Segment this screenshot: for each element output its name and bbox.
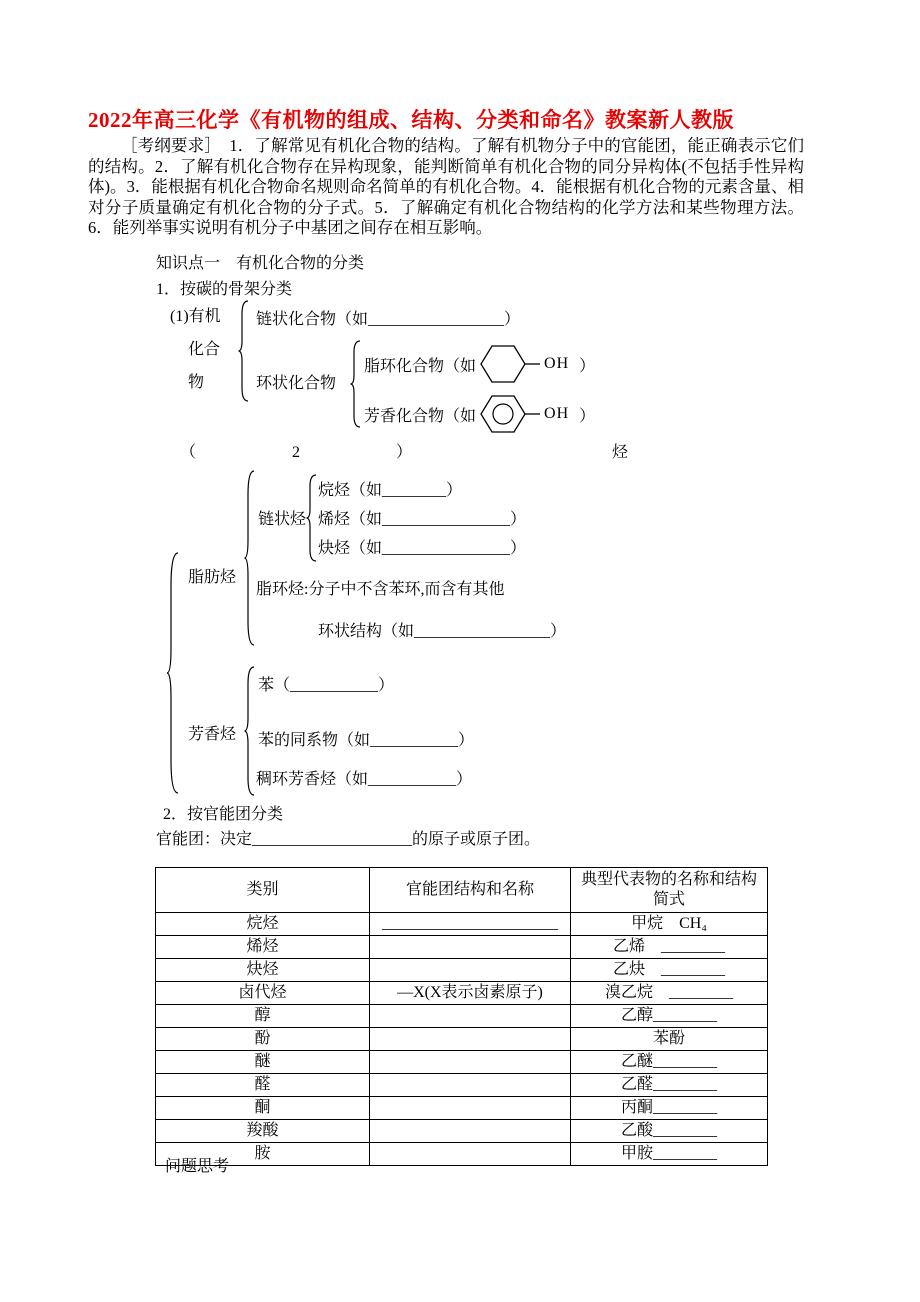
- fused-ring-aromatic-branch: 稠环芳香烃（如___________）: [256, 771, 473, 788]
- table-row: [156, 1028, 768, 1051]
- alicyclic-hydrocarbon-line2: 环状结构（如_________________）: [318, 623, 567, 640]
- chain-compound-branch: 链状化合物（如_________________）: [256, 311, 521, 328]
- cell-category: 卤代烃: [156, 982, 370, 1005]
- brace-aromatic: [244, 666, 256, 796]
- cell-example: 乙醛________: [571, 1074, 768, 1097]
- cell-category: 烷烃: [156, 913, 370, 936]
- cell-example: 乙酸________: [571, 1120, 768, 1143]
- chain-hydrocarbon-label: 链状烃: [258, 511, 307, 528]
- table-row: [156, 1074, 768, 1097]
- aromatic-compound-branch: [364, 394, 595, 434]
- cell-category: 醛: [156, 1074, 370, 1097]
- close-paren: ）: [579, 407, 596, 425]
- table-row: [156, 1051, 768, 1074]
- cell-example: 乙醚________: [571, 1051, 768, 1074]
- cell-example: 乙烯 ________: [571, 936, 768, 959]
- alkane-branch: 烷烃（如________）: [318, 482, 463, 499]
- hydroxyl-label: OH: [544, 405, 570, 422]
- hydrocarbon-label: 烃: [612, 444, 629, 461]
- cell-category: 酚: [156, 1028, 370, 1051]
- cell-group: —X(X表示卤素原子): [370, 982, 571, 1005]
- close-paren: ）: [579, 357, 596, 375]
- organic-root-line2: 化合: [188, 341, 221, 358]
- alicyclic-compound-branch: [364, 344, 595, 384]
- cell-example: 乙醇________: [571, 1005, 768, 1028]
- cell-category: 炔烃: [156, 959, 370, 982]
- cell-group: [370, 1028, 571, 1051]
- header-example: 典型代表物的名称和结构简式: [571, 868, 768, 913]
- cell-group: [370, 1051, 571, 1074]
- cell-example: 苯酚: [571, 1028, 768, 1051]
- benzene-icon: [480, 394, 542, 434]
- organic-root-line3: 物: [188, 374, 205, 391]
- functional-group-table: [155, 867, 768, 1166]
- organic-root-line1: (1)有机: [170, 308, 221, 325]
- fill-blank-2: （ 2 ）: [180, 444, 413, 461]
- cell-group: [370, 959, 571, 982]
- alicyclic-hydrocarbon-line1: 脂环烃:分子中不含苯环,而含有其他: [256, 581, 505, 598]
- brace-ring-compounds: [350, 340, 362, 428]
- benzene-homologs-branch: 苯的同系物（如___________）: [258, 732, 475, 749]
- cell-group: [370, 1074, 571, 1097]
- cell-example: 丙酮________: [571, 1097, 768, 1120]
- table-row: [156, 936, 768, 959]
- functional-group-heading: 2．按官能团分类: [163, 806, 284, 823]
- functional-group-definition: 官能团：决定____________________的原子或原子团。: [156, 831, 541, 848]
- cell-group: [370, 936, 571, 959]
- cell-category: 胺: [156, 1143, 370, 1166]
- cell-category: 酮: [156, 1097, 370, 1120]
- document-title: 2022年高三化学《有机物的组成、结构、分类和命名》教案新人教版: [88, 108, 734, 132]
- cell-example: 甲胺________: [571, 1143, 768, 1166]
- cell-group: ______________________: [370, 913, 571, 936]
- brace-aliphatic: [244, 470, 256, 646]
- cell-group: [370, 1143, 571, 1166]
- cell-category: 醇: [156, 1005, 370, 1028]
- table-row: [156, 1120, 768, 1143]
- problem-thinking-label: 问题思考: [165, 1158, 230, 1175]
- alicyclic-prefix: 脂环化合物（如: [364, 357, 477, 375]
- cell-example: 溴乙烷 ________: [571, 982, 768, 1005]
- table-row: [156, 1097, 768, 1120]
- aliphatic-hydrocarbon-label: 脂肪烃: [188, 569, 237, 586]
- cell-category: 羧酸: [156, 1120, 370, 1143]
- header-category: 类别: [156, 868, 370, 913]
- table-header-row: [156, 868, 768, 913]
- cyclohexane-icon: [480, 344, 542, 384]
- aromatic-hydrocarbon-label: 芳香烃: [188, 726, 237, 743]
- alkyne-branch: 炔烃（如________________）: [318, 540, 527, 557]
- header-functional-group: 官能团结构和名称: [370, 868, 571, 913]
- cell-group: [370, 1120, 571, 1143]
- table-row: [156, 982, 768, 1005]
- table-row: [156, 959, 768, 982]
- table-row: [156, 1143, 768, 1166]
- cell-category: 醚: [156, 1051, 370, 1074]
- hydroxyl-label: OH: [544, 355, 570, 372]
- table-row: [156, 1005, 768, 1028]
- cell-category: 烯烃: [156, 936, 370, 959]
- benzene-branch: 苯（___________）: [258, 677, 395, 694]
- carbon-skeleton-heading: 1．按碳的骨架分类: [156, 281, 293, 298]
- exam-requirements-paragraph: ［考纲要求］ 1．了解常见有机化合物的结构。了解有机物分子中的官能团，能正确表示它们的结构。2．了解有机化合物存在异构现象，能判断简单有机化合物的同分异构体(不包括手性异构体)。3．能根据有机化合物命名规则命名简单的有机化合物。4．能根据有机化合物的元素含量、相对分子质量确定有机化合物的分子式。5．了解确定有机化合物结构的化学方法和某些物理方法。6．能列举事实说明有机分子中基团之间存在相互影响。: [88, 136, 804, 237]
- cell-group: [370, 1005, 571, 1028]
- brace-chain-hydrocarbon: [306, 474, 318, 562]
- alkene-branch: 烯烃（如________________）: [318, 511, 527, 528]
- brace-hydrocarbon: [166, 552, 180, 794]
- cell-group: [370, 1097, 571, 1120]
- knowledge-point-1-heading: 知识点一 有机化合物的分类: [156, 255, 365, 272]
- table-row: [156, 913, 768, 936]
- cell-example: 乙炔 ________: [571, 959, 768, 982]
- brace-organic: [238, 300, 250, 402]
- ring-compound-branch: 环状化合物: [256, 375, 337, 392]
- aromatic-prefix: 芳香化合物（如: [364, 407, 477, 425]
- cell-example: 甲烷 CH₄: [571, 913, 768, 936]
